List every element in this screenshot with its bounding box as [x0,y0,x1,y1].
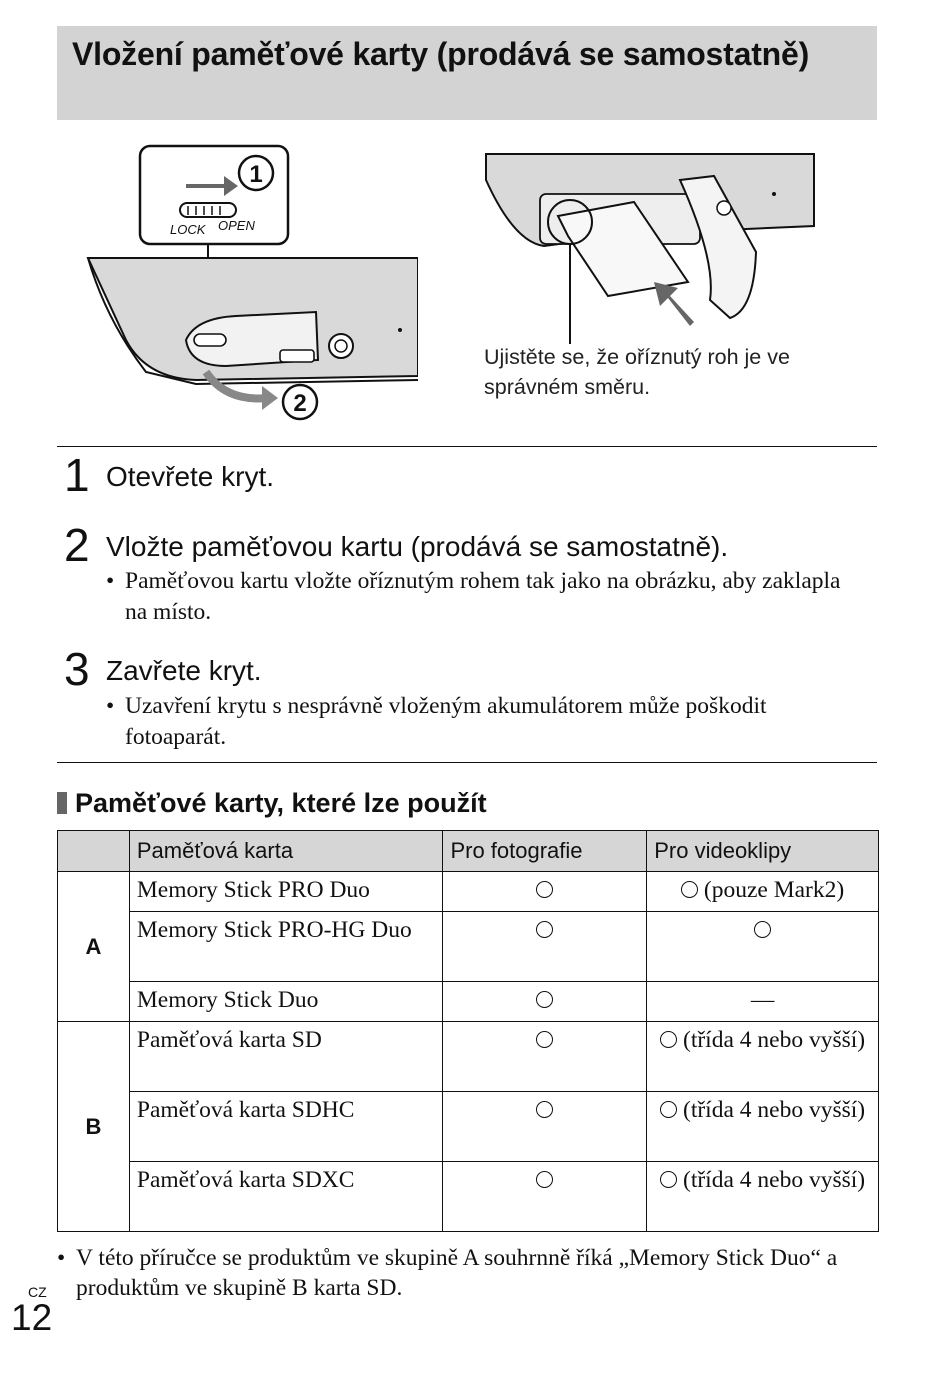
open-label: OPEN [218,218,255,233]
photo-support [443,912,647,982]
video-support [647,1022,879,1092]
step-2-number: 2 [64,519,90,571]
card-name: Memory Stick Duo [129,982,443,1022]
bullet-symbol: • [106,568,115,594]
supported-circle-icon [536,1031,553,1048]
video-not-supported: — [647,982,879,1022]
supported-circle-icon [536,1101,553,1118]
bullet-symbol: • [57,1245,66,1271]
card-name: Paměťová karta SD [129,1022,443,1092]
divider-bottom [57,762,877,763]
supported-circle-icon [660,1171,677,1188]
video-note: (třída 4 nebo vyšší) [683,1027,866,1053]
language-code: CZ [28,1284,47,1300]
supported-circle-icon [754,921,771,938]
step-1-number: 1 [64,449,90,501]
section-title: Vložení paměťové karty (prodává se samostatně) [72,36,810,72]
supported-circle-icon [660,1031,677,1048]
step-3-title: Zavřete kryt. [106,655,262,686]
step-2-note-text: Paměťovou kartu vložte oříznutým rohem tak jako na obrázku, aby zaklapla na místo. [125,568,841,625]
section-title-box [57,26,877,120]
supported-circle-icon [536,921,553,938]
photo-support [443,1022,647,1092]
header-photo: Pro fotografie [443,831,647,872]
footnote-text: V této příručce se produktům ve skupině A souhrnně říká „Memory Stick Duo“ a produktům ve skupině B karta SD. [76,1245,838,1301]
step-2-title: Vložte paměťovou kartu (prodává se samostatně). [106,531,729,562]
camera-cover-illustration [86,140,418,430]
supported-circle-icon [660,1101,677,1118]
video-support [647,1162,879,1232]
supported-circle-icon [536,881,553,898]
step-3-note-text: Uzavření krytu s nesprávně vloženým akumulátorem může poškodit fotoaparát. [125,693,767,750]
photo-support [443,1162,647,1232]
lock-label: LOCK [170,222,206,237]
photo-support [443,982,647,1022]
table-row [58,912,879,982]
card-insertion-illustration [484,150,816,350]
video-support [647,1092,879,1162]
table-header-row [58,831,879,872]
table-row [58,1022,879,1092]
header-group-cell [58,831,130,872]
video-support [647,912,879,982]
video-support [647,872,879,912]
card-name: Paměťová karta SDHC [129,1092,443,1162]
footnote [57,1243,877,1303]
step-2-note [106,566,866,628]
step-1-title: Otevřete kryt. [106,461,275,492]
card-name: Paměťová karta SDXC [129,1162,443,1232]
video-note: (pouze Mark2) [703,877,845,903]
table-row [58,1092,879,1162]
heading-marker [57,792,67,814]
supported-circle-icon [536,1171,553,1188]
step-3-number: 3 [64,643,90,695]
bullet-symbol: • [106,693,115,719]
supported-circle-icon [681,881,698,898]
callout-1: 1 [249,161,263,188]
photo-support [443,1092,647,1162]
header-video: Pro videoklipy [647,831,879,872]
header-card: Paměťová karta [129,831,443,872]
group-label-a: A [58,872,130,1022]
card-name: Memory Stick PRO-HG Duo [129,912,443,982]
cards-table [57,830,879,1232]
table-row [58,982,879,1022]
callout-2: 2 [293,390,307,417]
supported-circle-icon [536,991,553,1008]
group-label-b: B [58,1022,130,1232]
page-number: 12 [11,1297,53,1338]
photo-support [443,872,647,912]
card-name: Memory Stick PRO Duo [129,872,443,912]
divider-top [57,446,877,447]
cards-heading-text: Paměťové karty, které lze použít [75,788,487,818]
step-3-note [106,691,866,753]
video-note: (třída 4 nebo vyšší) [683,1097,866,1123]
cards-heading [57,786,487,820]
table-row [58,1162,879,1232]
figure-caption: Ujistěte se, že oříznutý roh je ve správném směru. [484,345,790,399]
table-row [58,872,879,912]
video-note: (třída 4 nebo vyšší) [683,1167,866,1193]
